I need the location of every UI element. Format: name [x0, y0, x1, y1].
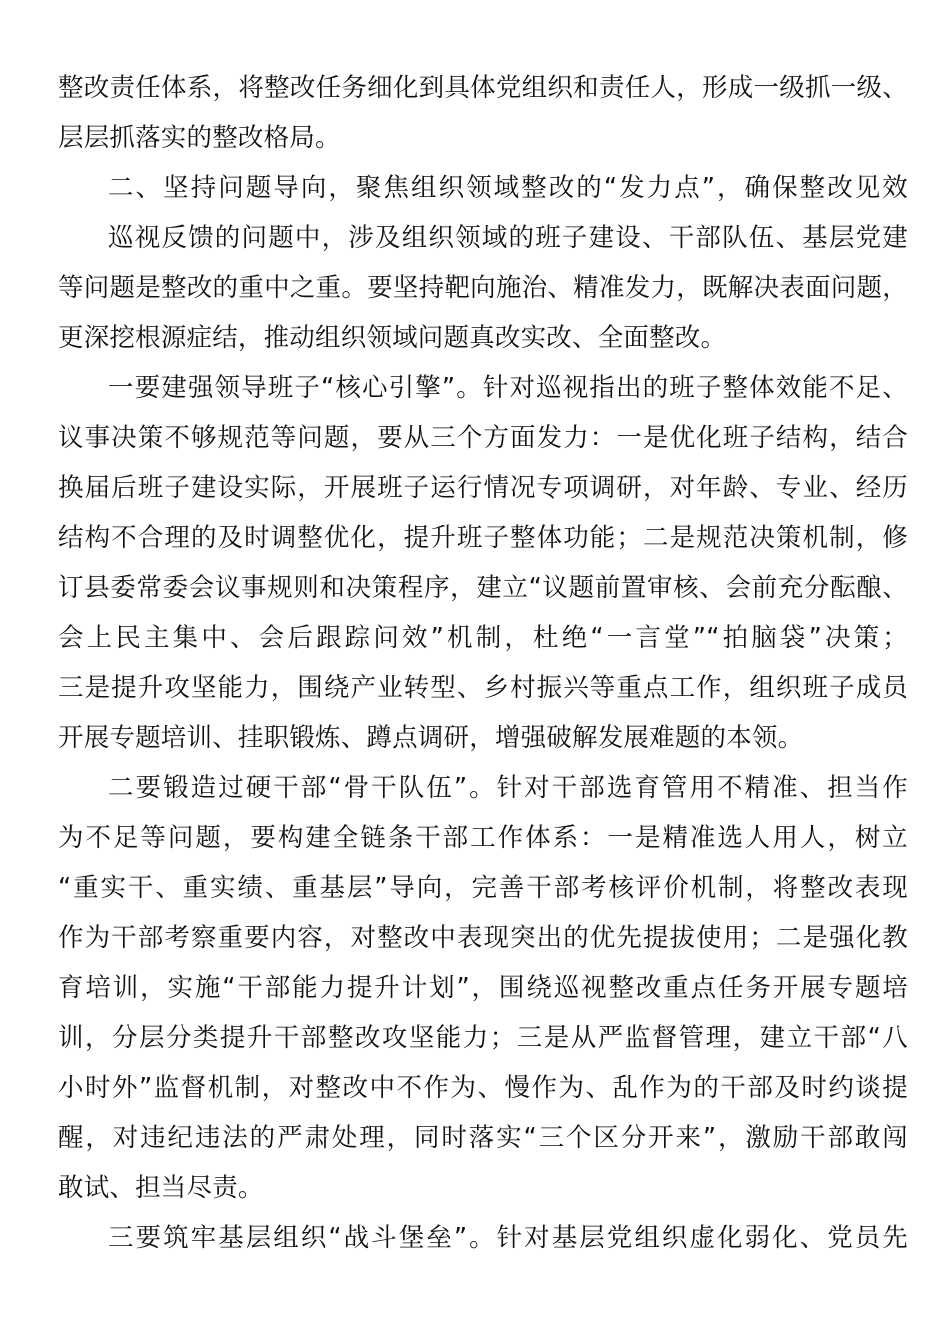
text-line: “重实干、重实绩、重基层”导向，完善干部考核评价机制，将整改表现	[58, 873, 908, 903]
text-line: 小时外”监督机制，对整改中不作为、慢作为、乱作为的干部及时约谈提	[58, 1073, 908, 1103]
text-line: 训，分层分类提升干部整改攻坚能力；三是从严监督管理，建立干部“八	[58, 1023, 908, 1053]
text-line: 为不足等问题，要构建全链条干部工作体系：一是精准选人用人，树立	[58, 823, 908, 853]
text-line: 等问题是整改的重中之重。要坚持靶向施治、精准发力，既解决表面问题，	[58, 273, 908, 303]
text-line: 开展专题培训、挂职锻炼、蹲点调研，增强破解发展难题的本领。	[58, 723, 804, 753]
text-line: 一要建强领导班子“核心引擎”。针对巡视指出的班子整体效能不足、	[108, 373, 908, 403]
text-line: 结构不合理的及时调整优化，提升班子整体功能；二是规范决策机制，修	[58, 523, 908, 553]
section-heading: 二、坚持问题导向，聚焦组织领域整改的“发力点”，确保整改见效	[108, 173, 908, 203]
text-line: 育培训，实施“干部能力提升计划”，围绕巡视整改重点任务开展专题培	[58, 973, 908, 1003]
text-line: 敢试、担当尽责。	[58, 1173, 264, 1203]
text-line: 作为干部考察重要内容，对整改中表现突出的优先提拔使用；二是强化教	[58, 923, 908, 953]
text-line: 三要筑牢基层组织“战斗堡垒”。针对基层党组织虚化弱化、党员先	[108, 1223, 908, 1253]
text-line: 整改责任体系，将整改任务细化到具体党组织和责任人，形成一级抓一级、	[58, 73, 908, 103]
text-line: 会上民主集中、会后跟踪问效”机制，杜绝“一言堂”“拍脑袋”决策；	[58, 623, 908, 653]
text-line: 议事决策不够规范等问题，要从三个方面发力：一是优化班子结构，结合	[58, 423, 908, 453]
text-line: 层层抓落实的整改格局。	[58, 123, 341, 153]
text-line: 订县委常委会议事规则和决策程序，建立“议题前置审核、会前充分酝酿、	[58, 573, 908, 603]
text-line: 换届后班子建设实际，开展班子运行情况专项调研，对年龄、专业、经历	[58, 473, 908, 503]
text-line: 二要锻造过硬干部“骨干队伍”。针对干部选育管用不精准、担当作	[108, 773, 908, 803]
text-line: 醒，对违纪违法的严肃处理，同时落实“三个区分开来”，激励干部敢闯	[58, 1123, 908, 1153]
text-line: 更深挖根源症结，推动组织领域问题真改实改、全面整改。	[58, 323, 727, 353]
text-line: 三是提升攻坚能力，围绕产业转型、乡村振兴等重点工作，组织班子成员	[58, 673, 908, 703]
text-line: 巡视反馈的问题中，涉及组织领域的班子建设、干部队伍、基层党建	[108, 223, 908, 253]
